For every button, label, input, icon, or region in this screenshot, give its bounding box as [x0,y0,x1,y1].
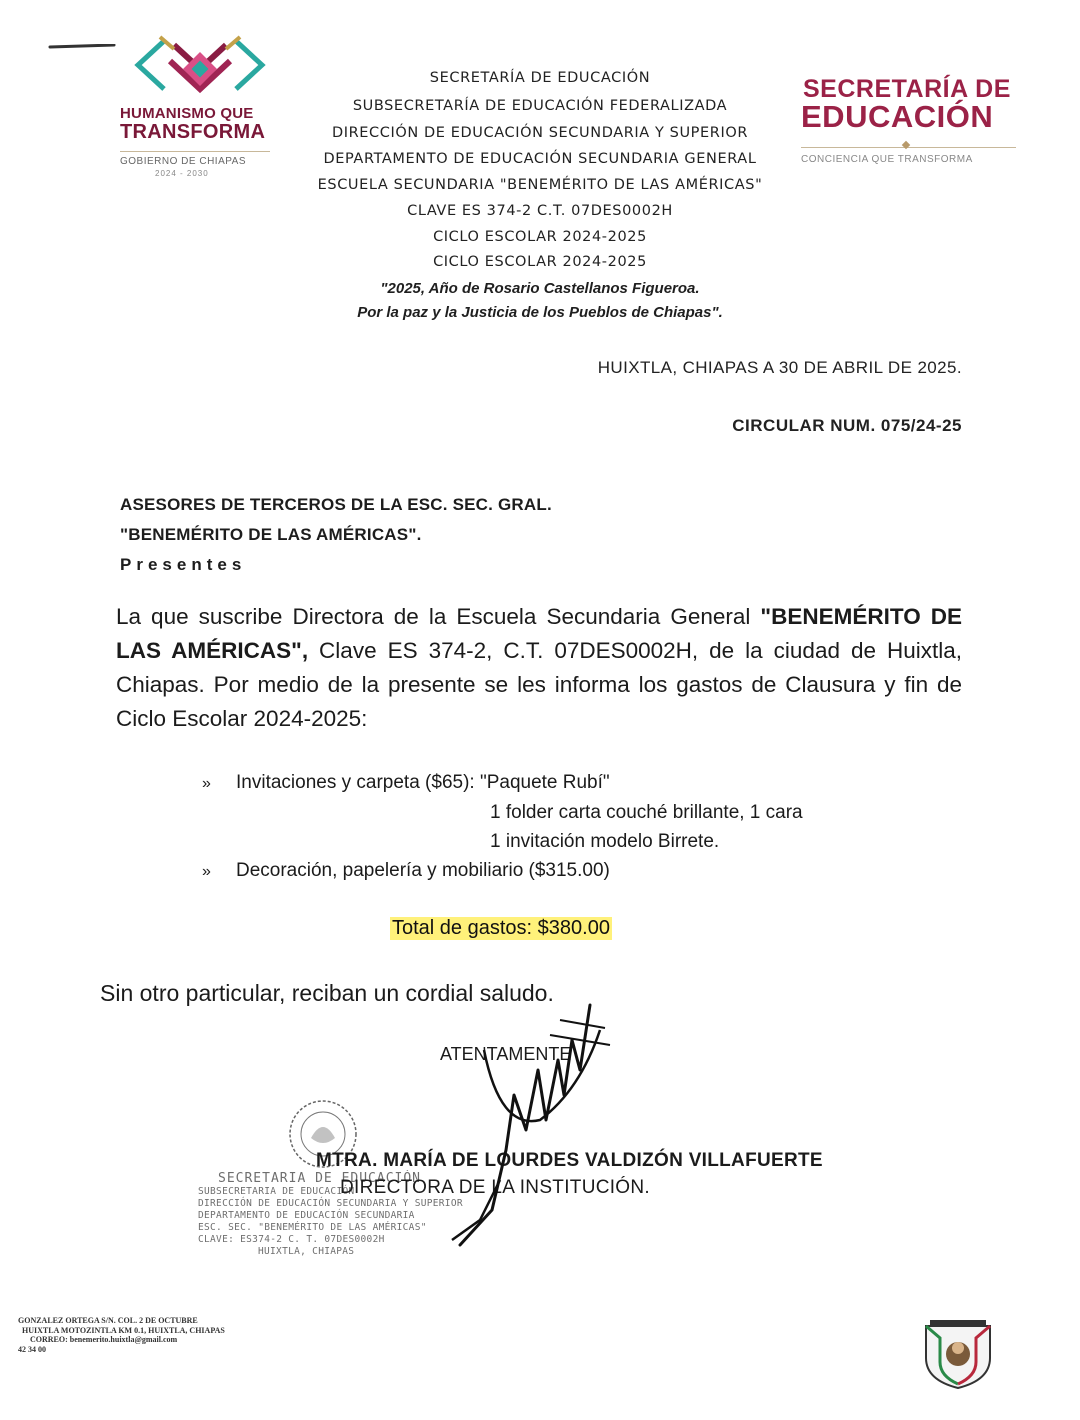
logo-right-tagline: CONCIENCIA QUE TRANSFORMA [801,154,973,165]
footer-line: GONZALEZ ORTEGA S/N. COL. 2 DE OCTUBRE [18,1316,198,1325]
motto-line2: Por la paz y la Justicia de los Pueblos de Chiapas". [357,304,723,321]
logo-left-divider [120,151,270,152]
logo-left-years: 2024 - 2030 [155,169,209,178]
logo-right-divider [801,147,1016,148]
header-line: DIRECCIÓN DE EDUCACIÓN SECUNDARIA Y SUPERIOR [331,125,749,141]
school-name: "BENEMÉRITO DE LAS AMÉRICAS", [116,604,962,663]
school-shield-icon [918,1318,998,1395]
header-line: SECRETARÍA DE EDUCACIÓN [429,70,651,86]
item-1-detail: 1 folder carta couché brillante, 1 cara [490,802,803,823]
stamp-line: SECRETARIA DE EDUCACIÓN [218,1171,422,1186]
logo-right-line2: EDUCACIÓN [801,99,994,134]
logo-left-gov: GOBIERNO DE CHIAPAS [120,156,247,167]
bullet-marker: » [202,775,211,792]
item-2-text: Decoración, papelería y mobiliario ($315.00) [236,860,610,881]
gobierno-chiapas-logo [115,35,285,185]
header-line: ESCUELA SECUNDARIA "BENEMÉRITO DE LAS AMÉRICAS" [317,177,763,193]
stamp-line: DEPARTAMENTO DE EDUCACIÓN SECUNDARIA [198,1210,415,1221]
footer-line: 42 34 00 [18,1344,46,1354]
addressee-line1: ASESORES DE TERCEROS DE LA ESC. SEC. GRAL. [120,495,552,514]
item-1-text: Invitaciones y carpeta ($65): "Paquete Rubí" [236,772,610,793]
stamp-line: CLAVE: ES374-2 C. T. 07DES0002H [198,1234,385,1245]
header-line: CICLO ESCOLAR 2024-2025 [433,229,647,245]
header-line: CLAVE ES 374-2 C.T. 07DES0002H [407,203,673,219]
body-text-2: Clave ES 374-2, C.T. 07DES0002H, de la ciudad de Huixtla, Chiapas. Por medio de la presente se les informa los gastos de Clausura y fin de Ciclo Escolar 2024-2025: [116,638,962,731]
signer-position: DIRECTORA DE LA INSTITUCIÓN. [340,1177,650,1198]
header-line: SUBSECRETARÍA DE EDUCACIÓN FEDERALIZADA [352,98,728,114]
atentamente: ATENTAMENTE [440,1044,572,1064]
scan-mark [48,36,116,41]
header-line: CICLO ESCOLAR 2024-2025 [433,254,647,270]
list-item [202,860,610,882]
body-paragraph [116,600,962,736]
secretaria-educacion-logo [795,75,1025,175]
list-item [202,772,610,794]
stamp-line: DIRECCIÓN DE EDUCACIÓN SECUNDARIA Y SUPERIOR [198,1198,463,1209]
closing-line: Sin otro particular, reciban un cordial saludo. [100,980,554,1006]
greeting: Presentes [120,555,247,574]
total-expenses: Total de gastos: $380.00 [392,917,610,939]
signer-name: MTRA. MARÍA DE LOURDES VALDIZÓN VILLAFUERTE [316,1150,823,1171]
humanismo-emblem-icon [130,35,270,103]
logo-left-line1: HUMANISMO QUE [120,105,254,122]
footer-line: HUIXTLA MOTOZINTLA KM 0.1, HUIXTLA, CHIAPAS [22,1325,225,1335]
bullet-marker: » [202,863,211,880]
item-1-detail: 1 invitación modelo Birrete. [490,831,720,852]
logo-right-line1: SECRETARÍA DE [803,75,1011,103]
place-date: HUIXTLA, CHIAPAS A 30 DE ABRIL DE 2025. [597,358,962,377]
handwritten-signature [440,1000,640,1255]
header-line: DEPARTAMENTO DE EDUCACIÓN SECUNDARIA GENERAL [323,151,757,167]
stamp-line: ESC. SEC. "BENEMÉRITO DE LAS AMÉRICAS" [198,1222,427,1233]
addressee-line2: "BENEMÉRITO DE LAS AMÉRICAS". [120,525,422,544]
footer-address [18,1316,225,1354]
circular-number: CIRCULAR NUM. 075/24-25 [732,416,962,435]
footer-line: CORREO: benemerito.huixtla@gmail.com [30,1335,178,1344]
stamp-line: HUIXTLA, CHIAPAS [258,1246,355,1257]
body-text-1: La que suscribe Directora de la Escuela Secundaria General [116,604,751,629]
stamp-line: SUBSECRETARIA DE EDUCACIÓN [198,1186,355,1197]
logo-left-line2: TRANSFORMA [120,121,266,143]
motto-line1: "2025, Año de Rosario Castellanos Figueroa. [380,280,700,297]
